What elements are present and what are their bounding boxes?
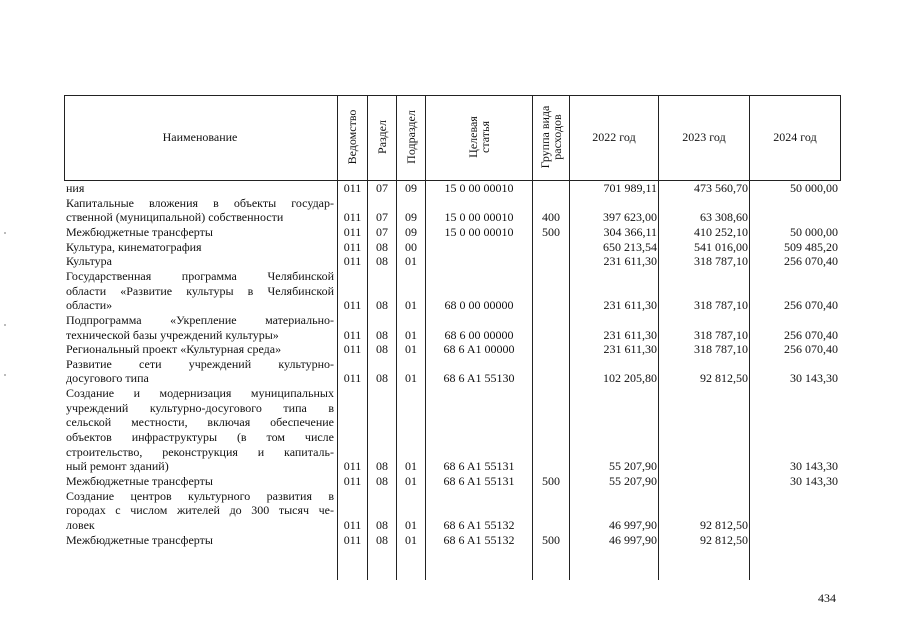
- row-name-line: ния: [66, 181, 85, 195]
- row-name-line: Межбюджетные трансферты: [66, 474, 213, 488]
- cell-gruppa: 500: [542, 224, 560, 239]
- cell-razdel: 08: [376, 371, 388, 386]
- header-gruppa-line1: Группа вида: [538, 105, 552, 169]
- cell-podrazdel: 01: [405, 459, 417, 474]
- header-name: Наименование: [162, 130, 238, 144]
- cell-razdel: 08: [376, 254, 388, 269]
- header-gruppa-line2: расходов: [550, 114, 564, 160]
- cell-razdel: 07: [376, 210, 388, 225]
- cell-2024: 30 143,30: [790, 459, 838, 474]
- cell-podrazdel: 01: [405, 254, 417, 269]
- cell-vedomstvo: 011: [343, 210, 362, 225]
- cell-vedomstvo: 011: [343, 342, 362, 357]
- cell-razdel: 07: [376, 181, 388, 195]
- cell-vedomstvo: 011: [343, 327, 362, 342]
- row-name-line: Культура: [66, 254, 112, 269]
- scan-mark: [4, 374, 6, 376]
- cell-statya: 15 0 00 00010: [444, 224, 514, 239]
- cell-2023: 410 252,10: [694, 224, 748, 239]
- row-name-line: технической базы учреждений культуры»: [66, 327, 279, 342]
- cell-2024: 50 000,00: [790, 224, 838, 239]
- cell-2022: 55 207,90: [609, 459, 657, 474]
- cell-gruppa: 500: [542, 532, 560, 547]
- cell-2022: 650 213,54: [603, 239, 657, 254]
- cell-statya: 68 6 00 00000: [444, 327, 514, 342]
- cell-2023: 318 787,10: [694, 342, 748, 357]
- cell-razdel: 08: [376, 298, 388, 313]
- cell-2023: 92 812,50: [700, 517, 748, 532]
- cell-podrazdel: 01: [405, 342, 417, 357]
- cell-2023: 318 787,10: [694, 298, 748, 313]
- cell-podrazdel: 01: [405, 371, 417, 386]
- row-name-line: городах с числом жителей до 300 тысяч че-: [66, 503, 334, 518]
- cell-2024: 256 070,40: [784, 254, 838, 269]
- row-name-line: Культура, кинематография: [66, 239, 202, 254]
- row-name-line: Создание центров культурного развития в: [66, 488, 334, 503]
- cell-razdel: 08: [376, 474, 388, 488]
- row-name-line: Подпрограмма «Укрепление материально-: [66, 312, 334, 327]
- cell-podrazdel: 01: [405, 532, 417, 547]
- cell-vedomstvo: 011: [343, 517, 362, 532]
- cell-2023: 318 787,10: [694, 254, 748, 269]
- cell-razdel: 08: [376, 239, 388, 254]
- cell-2023: 63 308,60: [700, 210, 748, 225]
- cell-vedomstvo: 011: [343, 254, 362, 269]
- cell-2024: 30 143,30: [790, 371, 838, 386]
- cell-statya: 68 6 A1 55131: [443, 474, 515, 488]
- row-name-line: объектов инфраструктуры (в том числе: [66, 430, 334, 445]
- row-name-line: строительство, реконструкция и капиталь-: [66, 444, 334, 459]
- cell-2022: 304 366,11: [603, 224, 657, 239]
- row-name-line: учреждений культурно-досугового типа в: [66, 400, 334, 415]
- cell-gruppa: 500: [542, 474, 560, 488]
- scan-mark: [4, 324, 6, 326]
- row-name-line: Межбюджетные трансферты: [66, 224, 213, 239]
- cell-2022: 231 611,30: [603, 342, 657, 357]
- cell-2024: 50 000,00: [790, 181, 838, 195]
- table-border-right: [840, 95, 841, 181]
- cell-2023: 318 787,10: [694, 327, 748, 342]
- header-razdel: Раздел: [375, 120, 389, 154]
- cell-statya: 68 6 A1 55132: [443, 517, 515, 532]
- row-name-line: Межбюджетные трансферты: [66, 532, 213, 547]
- page-number: 434: [818, 591, 836, 605]
- cell-statya: 15 0 00 00010: [444, 210, 514, 225]
- cell-2022: 231 611,30: [603, 327, 657, 342]
- row-name-line: ный ремонт зданий): [66, 459, 169, 474]
- cell-statya: 68 6 A1 55131: [443, 459, 515, 474]
- header-statya-line1: Целевая: [466, 116, 480, 158]
- row-name-line: Развитие сети учреждений культурно-: [66, 356, 334, 371]
- cell-2023: 473 560,70: [694, 181, 748, 195]
- cell-podrazdel: 09: [405, 224, 417, 239]
- row-name-line: ловек: [66, 517, 95, 532]
- cell-razdel: 08: [376, 532, 388, 547]
- cell-2024: 256 070,40: [784, 342, 838, 357]
- cell-vedomstvo: 011: [343, 532, 362, 547]
- row-name-line: сельской местности, включая обеспечение: [66, 415, 334, 430]
- cell-gruppa: 400: [542, 210, 560, 225]
- header-podrazdel: Подраздел: [404, 110, 418, 164]
- cell-2023: 92 812,50: [700, 371, 748, 386]
- header-vedomstvo: Ведомство: [345, 109, 359, 165]
- cell-vedomstvo: 011: [343, 371, 362, 386]
- header-2024: 2024 год: [773, 130, 817, 144]
- cell-vedomstvo: 011: [343, 181, 362, 195]
- cell-podrazdel: 00: [405, 239, 417, 254]
- header-2022: 2022 год: [592, 130, 636, 144]
- cell-statya: 68 0 00 00000: [444, 298, 514, 313]
- cell-2024: 256 070,40: [784, 327, 838, 342]
- cell-2022: 55 207,90: [609, 474, 657, 488]
- cell-2022: 102 205,80: [603, 371, 657, 386]
- cell-2024: 256 070,40: [784, 298, 838, 313]
- cell-podrazdel: 01: [405, 298, 417, 313]
- cell-razdel: 08: [376, 327, 388, 342]
- cell-2024: 30 143,30: [790, 474, 838, 488]
- col-sep-cs: [532, 95, 533, 580]
- header-gruppa: [539, 106, 563, 169]
- cell-podrazdel: 01: [405, 517, 417, 532]
- table-border-left: [64, 95, 65, 181]
- header-statya: [467, 116, 491, 158]
- cell-vedomstvo: 011: [343, 459, 362, 474]
- cell-podrazdel: 01: [405, 327, 417, 342]
- header-statya-line2: статья: [478, 121, 492, 153]
- cell-razdel: 08: [376, 517, 388, 532]
- cell-statya: 68 6 A1 00000: [443, 342, 515, 357]
- cell-2022: 46 997,90: [609, 517, 657, 532]
- cell-2022: 46 997,90: [609, 532, 657, 547]
- cell-2024: 509 485,20: [784, 239, 838, 254]
- row-name-line: области «Развитие культуры в Челябинской: [66, 283, 334, 298]
- row-name-line: ственной (муниципальной) собственности: [66, 210, 284, 225]
- cell-2023: 541 016,00: [694, 239, 748, 254]
- cell-vedomstvo: 011: [343, 298, 362, 313]
- cell-razdel: 08: [376, 342, 388, 357]
- cell-2022: 701 989,11: [603, 181, 657, 195]
- cell-statya: 68 6 A1 55130: [443, 371, 515, 386]
- cell-2023: 92 812,50: [700, 532, 748, 547]
- cell-vedomstvo: 011: [343, 474, 362, 488]
- cell-podrazdel: 09: [405, 210, 417, 225]
- row-name-line: досугового типа: [66, 371, 149, 386]
- scan-mark: [4, 232, 6, 234]
- row-name-line: Региональный проект «Культурная среда»: [66, 342, 282, 357]
- cell-2022: 397 623,00: [603, 210, 657, 225]
- cell-razdel: 08: [376, 459, 388, 474]
- cell-podrazdel: 09: [405, 181, 417, 195]
- cell-statya: 15 0 00 00010: [444, 181, 514, 195]
- cell-razdel: 07: [376, 224, 388, 239]
- row-name-line: области»: [66, 298, 113, 313]
- cell-statya: 68 6 A1 55132: [443, 532, 515, 547]
- table-border-top: [64, 95, 841, 96]
- row-name-line: Создание и модернизация муниципальных: [66, 386, 334, 401]
- cell-podrazdel: 01: [405, 474, 417, 488]
- cell-vedomstvo: 011: [343, 239, 362, 254]
- header-2023: 2023 год: [682, 130, 726, 144]
- cell-2022: 231 611,30: [603, 298, 657, 313]
- cell-vedomstvo: 011: [343, 224, 362, 239]
- row-name-line: Капитальные вложения в объекты государ-: [66, 195, 334, 210]
- row-name-line: Государственная программа Челябинской: [66, 268, 334, 283]
- cell-2022: 231 611,30: [603, 254, 657, 269]
